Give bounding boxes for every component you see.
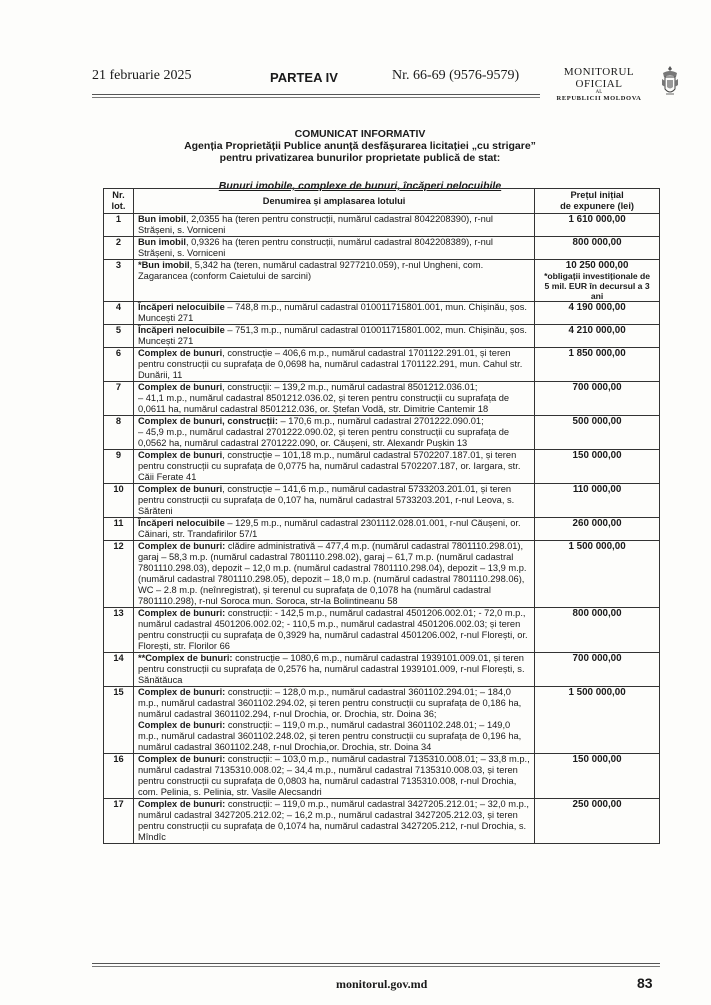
lot-price [535,325,660,348]
lot-price-value: 700 000,00 [572,653,622,664]
lot-details: clădire administrativă – 477,4 m.p. (numărul cadastral 7801110.298.01), garaj – 58,3 m.p. (numărul cadastral 7801110.298.02), garaj – 61,7 m.p. (numărul cadastral 7801110.298.03), depozit – 12,0 m.p. (numărul cadastral 7801110.298.04), depozit – 13,9 m.p. (numărul cadastral 7801110.298.05), depozit – 18,0 m.p. (numărul cadastral 7801110.298.06), WC – 2.8 m.p. (neînregistrat), și terenul cu suprafața de 0,1078 ha (numărul cadastral 7801110.298), r-nul Soroca mun. Soroca, str-la Bolintineanu 58 [137,541,527,606]
lot-details: construcții: – 119,0 m.p., numărul cadastral 3427205.212.01; – 32,0 m.p., numărul cadastral 3427205.212.02; – 16,2 m.p., numărul cadastral 3427205.212.03, și teren pentru construcții cu suprafața de 0,1074 ha, numărul cadastral 3427205.212, r-nul Drochia, s. Mîndîc [137,799,529,842]
header-price-line-2: de expunere (lei) [560,201,635,211]
lot-price-value: 4 210 000,00 [568,325,626,336]
lot-type: Încăperi nelocuibile [137,325,225,335]
table-row [104,260,660,302]
announcement-line-1: Agenția Proprietății Publice anunță desfășurarea licitației „cu strigare” [184,140,536,152]
lot-description [133,302,534,325]
lot-price [535,302,660,325]
lot-number: 4 [104,302,134,325]
lot-type: *Bun imobil [137,260,190,270]
lot-type: Bun imobil [137,214,186,224]
announcement-title: COMUNICAT INFORMATIV [294,128,426,140]
section-title: Bunuri imobile, complexe de bunuri, încăperi nelocuibile [218,180,502,192]
lot-price [535,484,660,518]
table-header-row [104,189,660,214]
lot-price-value: 150 000,00 [572,754,622,765]
table-row [104,687,660,754]
lot-description [133,382,534,416]
publication-brand [540,66,658,102]
lot-description [133,450,534,484]
lot-price-value: 250 000,00 [572,799,622,810]
lot-number: 7 [104,382,134,416]
lot-price [535,518,660,541]
lot-type-secondary: Complex de bunuri: [137,720,226,730]
lot-description [133,541,534,608]
lot-type: Încăperi nelocuibile [137,518,225,528]
table-row [104,237,660,260]
lot-price [535,608,660,653]
table-row [104,799,660,844]
lot-number: 10 [104,484,134,518]
lot-price-value: 1 500 000,00 [568,541,626,552]
brand-line-2: AL [595,90,603,95]
brand-line-3: REPUBLICII MOLDOVA [556,95,642,102]
lot-type: Complex de bunuri: [137,608,226,618]
lot-price-value: 500 000,00 [572,416,622,427]
table-row [104,484,660,518]
lot-details: construcție – 1080,6 m.p., numărul cadastral 1939101.009.01, și teren pentru construcții cu suprafața de 0,2576 ha, numărul cadastral 1939101.009, r-nul Florești, s. Sănătăuca [137,653,525,685]
lot-type: Încăperi nelocuibile [137,302,225,312]
lot-type: Complex de bunuri: [137,541,226,551]
lot-price-note-line-1: *obligații investiționale de [544,271,651,281]
lot-description [133,687,534,754]
lot-type: Bun imobil [137,237,186,247]
lot-number: 1 [104,214,134,237]
header-rule [92,94,540,95]
issue-number: Nr. 66-69 (9576-9579) [392,68,520,83]
lot-details-secondary: construcții: – 119,0 m.p., numărul cadastral 3601102.248.01; – 149,0 m.p., numărul cadastral 3601102.248.02, și teren pentru construcții cu suprafața de 0,196 ha, numărul cadastral 3601102.248, r-nul Drochia,or. Drochia, str. Doina 34 [137,720,522,752]
lot-description [133,416,534,450]
lot-details: – 129,5 m.p., numărul cadastral 2301112.028.01.001, r-nul Căușeni, or. Căinari, str. Trandafirilor 57/1 [137,518,521,539]
lot-price-value: 150 000,00 [572,450,622,461]
lot-price [535,348,660,382]
lot-number: 16 [104,754,134,799]
lot-details: , construcții: – 139,2 m.p., numărul cadastral 8501212.036.01; – 41,1 m.p., numărul cadastral 8501212.036.02, și teren pentru construcții cu suprafața de 0,0611 ha, numărul cadastral 8501212.036, or. Ștefan Vodă, str. Dimitrie Cantemir 18 [137,382,510,414]
lot-price [535,237,660,260]
lot-description [133,260,534,302]
page-header [0,60,711,110]
lot-type: Complex de bunuri, construcții: [137,416,278,426]
lot-number: 5 [104,325,134,348]
lot-description [133,754,534,799]
lot-type: Complex de bunuri: [137,754,226,764]
brand-line-1: MONITORUL OFICIAL [563,66,635,90]
lot-price [535,214,660,237]
lot-description [133,799,534,844]
lot-number: 11 [104,518,134,541]
lot-type: **Complex de bunuri: [137,653,233,663]
lots-table [103,188,660,844]
part-label: PARTEA IV [270,70,338,85]
lot-price [535,687,660,754]
lot-details: – 751,3 m.p., numărul cadastral 010011715801.002, mun. Chișinău, șos. Muncești 271 [137,325,527,346]
lot-price-note-line-2: 5 mil. EUR în decursul a 3 ani [544,281,650,301]
lot-number: 13 [104,608,134,653]
lot-number: 2 [104,237,134,260]
lot-details: – 170,6 m.p., numărul cadastral 2701222.090.01; – 45,9 m.p., numărul cadastral 2701222.090.02, și teren pentru construcții cu suprafața de 0,0562 ha, numărul cadastral 2701222.090, or. Căușeni, str. Alexandr Pușkin 13 [137,416,510,448]
lot-description [133,653,534,687]
header-description: Denumirea și amplasarea lotului [133,189,534,214]
lots-table-body [104,214,660,844]
lot-description [133,214,534,237]
lot-number: 17 [104,799,134,844]
lot-number: 15 [104,687,134,754]
lot-price [535,416,660,450]
lot-price-value: 1 610 000,00 [568,214,626,225]
lot-type: Complex de bunuri [137,484,223,494]
table-row [104,325,660,348]
lot-description [133,518,534,541]
lot-price-value: 110 000,00 [572,484,622,495]
lot-details: construcții: – 128,0 m.p., numărul cadastral 3601102.294.01; – 184,0 m.p., numărul cadastral 3601102.294.02, și teren pentru construcții cu suprafața de 0,186 ha, numărul cadastral 3601102.294, r-nul Drochia, or. Drochia, str. Doina 36; [137,687,522,719]
lot-details: construcții: - 142,5 m.p., numărul cadastral 4501206.002.01; - 72,0 m.p., numărul cadastral 4501206.002.02; - 110,5 m.p., numărul cadastral 4501206.002.03; și teren pentru construcții cu suprafața de 0,3929 ha, numărul cadastral 4501206.002, r-nul Florești, or. Florești, str. Florilor 66 [137,608,528,651]
table-row [104,416,660,450]
lot-type: Complex de bunuri [137,450,223,460]
table-row [104,541,660,608]
lot-details: construcții: – 103,0 m.p., numărul cadastral 7135310.008.01; – 33,8 m.p., numărul cadastral 7135310.008.02; – 34,4 m.p., numărul cadastral 7135310.008.03, și teren pentru construcții cu suprafața de 0,0803 ha, numărul cadastral 7135310.008, r-nul Drochia, com. Pelinia, s. Pelinia, str. Vasile Alecsandri [137,754,530,797]
lot-number: 12 [104,541,134,608]
lot-price [535,799,660,844]
lot-details: – 748,8 m.p., numărul cadastral 010011715801.001, mun. Chișinău, șos. Muncești 271 [137,302,527,323]
lot-price [535,653,660,687]
table-row [104,382,660,416]
header-rule-secondary [92,97,540,98]
announcement-line-2: pentru privatizarea bunurilor proprietate publică de stat: [219,152,501,164]
header-lot-number: Nr. lot. [104,189,134,214]
lot-description [133,608,534,653]
lot-details: , construcție – 406,6 m.p., numărul cadastral 1701122.291.01, și teren pentru construcții cu suprafața de 0,0698 ha, numărul cadastral 1701122.291, mun. Cahul str. Dunării, 11 [137,348,523,380]
lot-description [133,237,534,260]
lot-price-value: 4 190 000,00 [568,302,626,313]
lot-type: Complex de bunuri: [137,799,226,809]
lot-price-value: 1 500 000,00 [568,687,626,698]
table-row [104,348,660,382]
footer-website: monitorul.gov.md [336,977,428,991]
lot-price-value: 260 000,00 [572,518,622,529]
table-row [104,518,660,541]
lot-price [535,382,660,416]
lot-price [535,754,660,799]
table-row [104,450,660,484]
lot-description [133,348,534,382]
footer-rule-secondary [92,966,660,967]
lot-details: , construcție – 141,6 m.p., numărul cadastral 5733203.201.01, și teren pentru construcții cu suprafața de 0,107 ha, numărul cadastral 5733203.201, r-nul Leova, s. Sărăteni [137,484,515,516]
lot-price [535,541,660,608]
table-row [104,302,660,325]
lot-type: Complex de bunuri [137,348,223,358]
table-row [104,754,660,799]
lot-number: 3 [104,260,134,302]
page-number: 83 [637,975,653,991]
lot-price-value: 1 850 000,00 [568,348,626,359]
lot-number: 14 [104,653,134,687]
lot-price-value: 800 000,00 [572,237,622,248]
table-row [104,653,660,687]
announcement-title-block [100,128,620,164]
header-price-line-1: Prețul inițial [570,190,624,200]
lot-details: , construcție – 101,18 m.p., numărul cadastral 5702207.187.01, și teren pentru construcții cu suprafața de 0,0775 ha, numărul cadastral 5702207.187, or. Iargara, str. Căii Ferate 41 [137,450,521,482]
table-row [104,214,660,237]
lot-details: , 5,342 ha (teren, numărul cadastral 9277210.059), r-nul Ungheni, com. Zagarancea (conform Caietului de sarcini) [137,260,484,281]
coat-of-arms-icon [661,65,679,99]
lot-details: , 0,9326 ha (teren pentru construcții, numărul cadastral 8042208389), r-nul Strășeni, s. Vorniceni [137,237,493,258]
lot-type: Complex de bunuri [137,382,223,392]
footer-rule [92,963,660,964]
lot-price [535,450,660,484]
issue-date: 21 februarie 2025 [92,68,192,83]
lot-price-value: 10 250 000,00 [565,260,629,271]
lot-description [133,484,534,518]
lot-number: 6 [104,348,134,382]
lot-price-value: 700 000,00 [572,382,622,393]
table-row [104,608,660,653]
header-price [535,189,660,214]
lot-type: Complex de bunuri: [137,687,226,697]
lot-number: 9 [104,450,134,484]
lot-price [535,260,660,302]
lot-number: 8 [104,416,134,450]
lot-details: , 2,0355 ha (teren pentru construcții, numărul cadastral 8042208390), r-nul Strășeni, s. Vorniceni [137,214,493,235]
lot-price-value: 800 000,00 [572,608,622,619]
lot-description [133,325,534,348]
